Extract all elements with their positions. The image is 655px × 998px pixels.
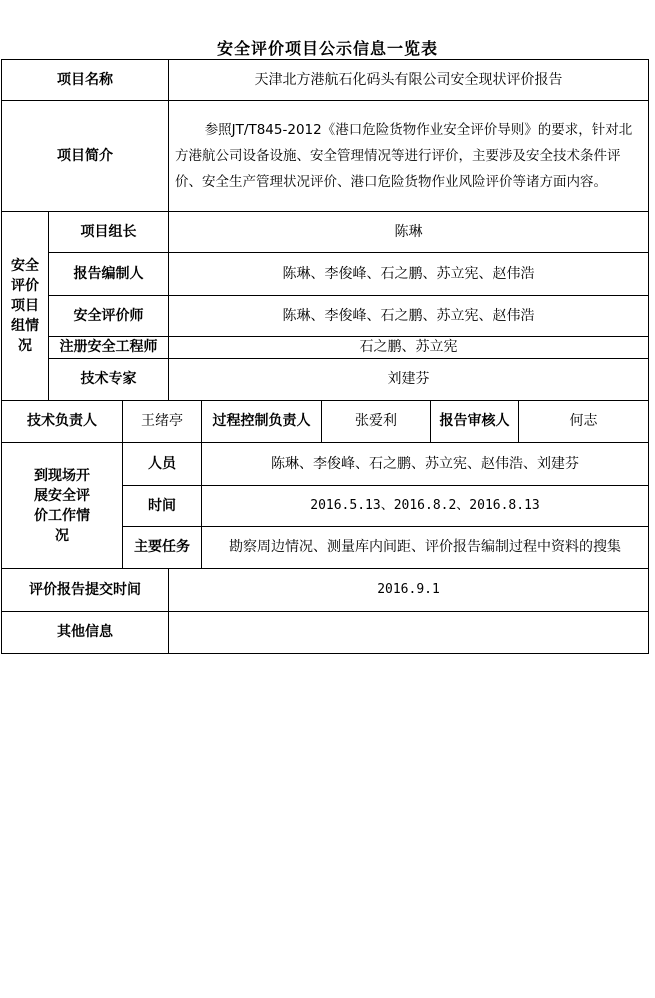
project-intro-label: 项目简介 xyxy=(2,101,169,212)
onsite-staff-label: 人员 xyxy=(123,443,202,486)
onsite-staff-value: 陈琳、李俊峰、石之鹏、苏立宪、赵伟浩、刘建芬 xyxy=(202,443,649,486)
team-assessors-value: 陈琳、李俊峰、石之鹏、苏立宪、赵伟浩 xyxy=(169,296,649,337)
row-other xyxy=(2,612,649,654)
row-submission xyxy=(2,569,649,612)
project-name-value: 天津北方港航石化码头有限公司安全现状评价报告 xyxy=(169,60,649,101)
info-table xyxy=(1,59,649,654)
onsite-group-label xyxy=(2,443,123,569)
reviewer-value: 何志 xyxy=(519,401,649,443)
team-experts-value: 刘建芬 xyxy=(169,359,649,401)
other-info-label: 其他信息 xyxy=(2,612,169,654)
process-lead-value: 张爱利 xyxy=(322,401,431,443)
team-leader-label: 项目组长 xyxy=(49,212,169,253)
onsite-group-text: 到现场开展安全评价工作情况 xyxy=(34,467,90,544)
team-engineers-value: 石之鹏、苏立宪 xyxy=(169,337,649,359)
row-team-engineers xyxy=(2,337,649,359)
team-group-text: 安全评价项目组情况 xyxy=(11,258,39,354)
project-name-label: 项目名称 xyxy=(2,60,169,101)
submission-value: 2016.9.1 xyxy=(169,569,649,612)
project-intro-value: 参照JT/T845-2012《港口危险货物作业安全评价导则》的要求，针对北方港航公司设备设施、安全管理情况等进行评价，主要涉及安全技术条件评价、安全生产管理状况评价、港口危险货物作业风险评价等诸方面内容。 xyxy=(175,122,633,190)
row-team-authors xyxy=(2,253,649,296)
other-info-value xyxy=(169,612,649,654)
team-authors-value: 陈琳、李俊峰、石之鹏、苏立宪、赵伟浩 xyxy=(169,253,649,296)
row-team-leader xyxy=(2,212,649,253)
document-title: 安全评价项目公示信息一览表 xyxy=(216,39,438,58)
row-project-intro xyxy=(2,101,649,212)
row-project-name xyxy=(2,60,649,101)
row-team-experts xyxy=(2,359,649,401)
team-leader-value: 陈琳 xyxy=(169,212,649,253)
process-lead-label: 过程控制负责人 xyxy=(202,401,322,443)
row-team-assessors xyxy=(2,296,649,337)
reviewer-label: 报告审核人 xyxy=(431,401,519,443)
team-engineers-label: 注册安全工程师 xyxy=(49,337,169,359)
tech-lead-label: 技术负责人 xyxy=(2,401,123,443)
onsite-task-value: 勘察周边情况、测量库内间距、评价报告编制过程中资料的搜集 xyxy=(202,527,649,569)
team-authors-label: 报告编制人 xyxy=(49,253,169,296)
team-experts-label: 技术专家 xyxy=(49,359,169,401)
project-intro-cell xyxy=(169,101,649,212)
team-group-label xyxy=(2,212,49,401)
row-responsibility xyxy=(2,401,649,443)
tech-lead-value: 王绪亭 xyxy=(123,401,202,443)
row-onsite-staff xyxy=(2,443,649,486)
onsite-time-label: 时间 xyxy=(123,486,202,527)
onsite-task-label: 主要任务 xyxy=(123,527,202,569)
submission-label: 评价报告提交时间 xyxy=(2,569,169,612)
onsite-time-value: 2016.5.13、2016.8.2、2016.8.13 xyxy=(202,486,649,527)
team-assessors-label: 安全评价师 xyxy=(49,296,169,337)
